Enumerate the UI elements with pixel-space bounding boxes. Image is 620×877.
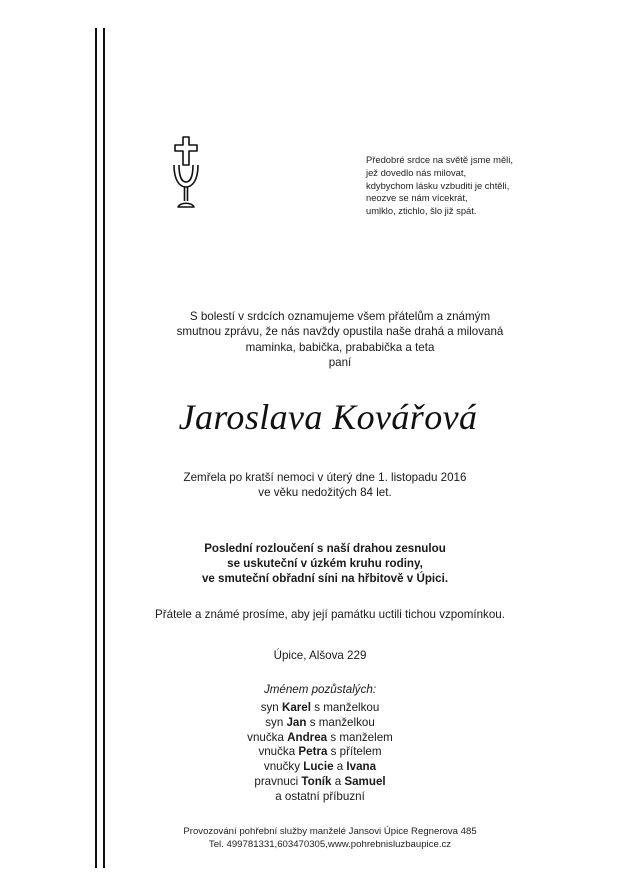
remembrance-request: Přátele a známé prosíme, aby její památku uctili tichou vzpomínkou. xyxy=(155,608,505,621)
family-row: pravnuci Toník a Samuel xyxy=(254,774,386,788)
intro-line: maminka, babička, prababička a teta xyxy=(245,340,435,354)
intro-line: S bolestí v srdcích oznamujeme všem přátelům a známým xyxy=(189,310,491,323)
poem-line: jež dovedlo nás milovat, xyxy=(366,166,467,178)
intro-line: smutnou zprávu, že nás navždy opustila naše drahá a milovaná xyxy=(176,325,504,339)
death-notice xyxy=(160,470,490,500)
footer-line-1: Provozování pohřební služby manželé Jansovi Úpice Regnerova 485 xyxy=(183,826,477,837)
farewell-line: ve smuteční obřadní síni na hřbitově v Úpici. xyxy=(201,572,449,585)
farewell-line: se uskuteční v úzkém kruhu rodiny, xyxy=(227,557,423,570)
funeral-service-footer xyxy=(140,825,520,851)
deceased-name: Jaroslava Kovářová xyxy=(178,397,478,437)
death-line: Zemřela po kratší nemoci v úterý dne 1. listopadu 2016 xyxy=(183,471,467,484)
footer-line-2: Tel. 499781331,603470305,www.pohrebnisluzbaupice.cz xyxy=(208,839,452,850)
border-line-right xyxy=(103,28,105,868)
cross-chalice-icon xyxy=(170,135,202,213)
family-row: vnučka Andrea s manželem xyxy=(247,730,393,744)
farewell-line: Poslední rozloučení s naší drahou zesnulou xyxy=(204,542,446,555)
border-line-left xyxy=(95,28,97,868)
family-row: vnučka Petra s přítelem xyxy=(258,745,382,759)
family-row: a ostatní příbuzní xyxy=(275,789,365,803)
intro-line: paní xyxy=(328,356,352,370)
poem-line: umlklo, ztichlo, šlo již spát. xyxy=(366,205,477,217)
poem-line: kdybychom lásku vzbuditi je chtěli, xyxy=(366,179,510,191)
death-line: ve věku nedožitých 84 let. xyxy=(258,486,392,499)
on-behalf-heading: Jménem pozůstalých: xyxy=(263,683,377,696)
family-row: syn Jan s manželkou xyxy=(265,715,375,729)
address: Úpice, Alšova 229 xyxy=(273,649,367,662)
farewell-notice xyxy=(160,541,490,586)
family-row: vnučky Lucie a Ivana xyxy=(263,760,377,774)
poem xyxy=(366,154,596,218)
family-row: syn Karel s manželkou xyxy=(260,701,380,714)
poem-line: neozve se nám vícekrát, xyxy=(366,192,468,204)
announcement-intro xyxy=(140,309,540,371)
poem-line: Předobré srdce na světě jsme měli, xyxy=(366,154,513,165)
family-list xyxy=(210,701,430,805)
